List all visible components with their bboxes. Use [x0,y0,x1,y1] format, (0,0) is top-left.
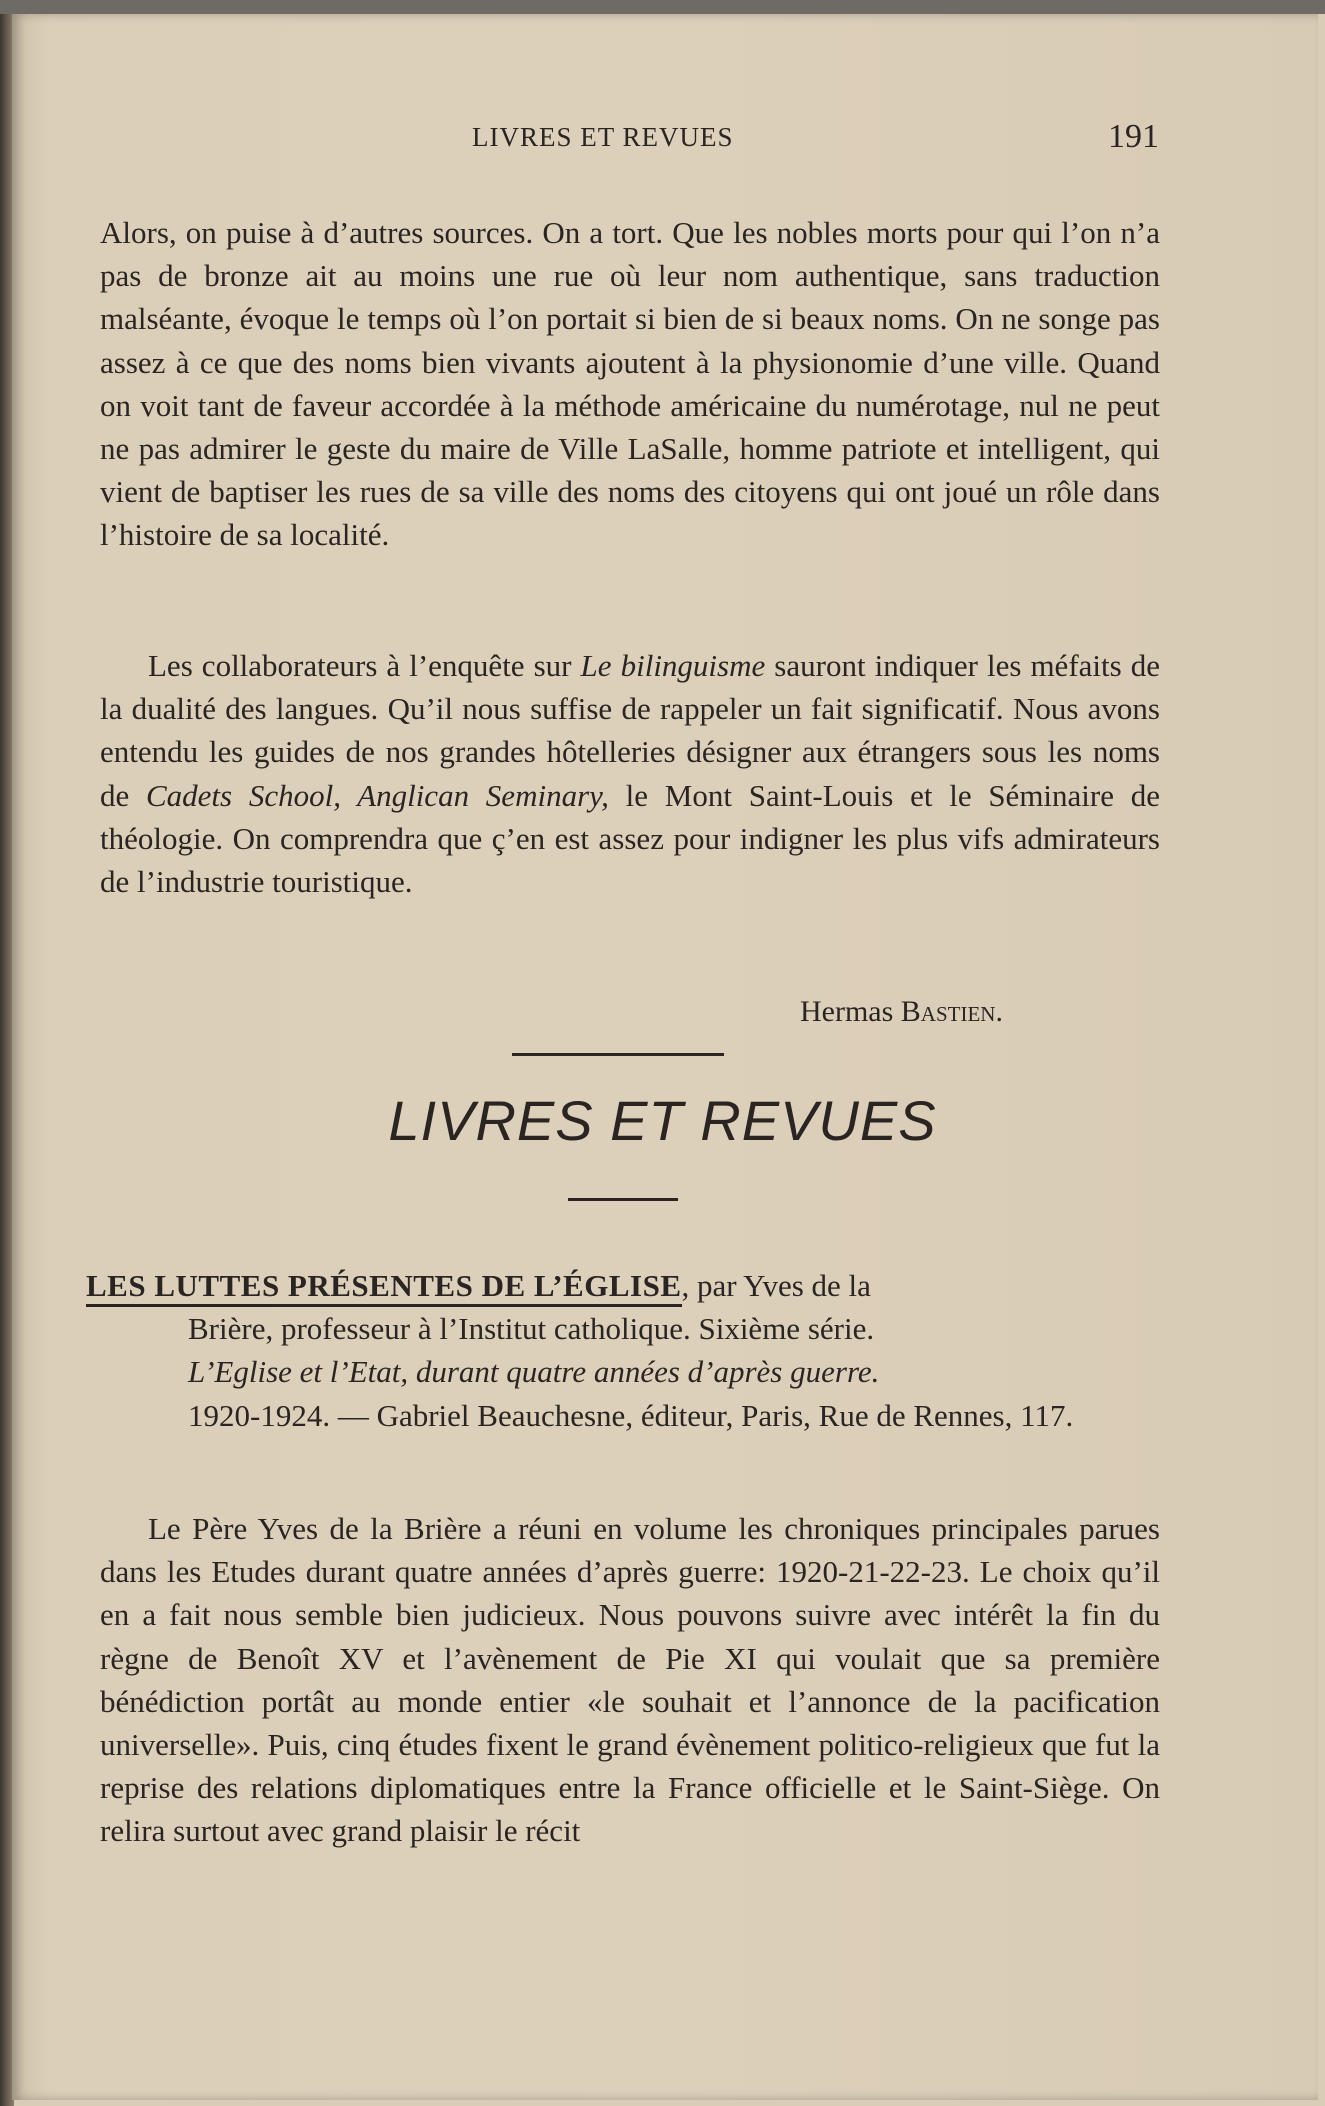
running-head: LIVRES ET REVUES [472,122,734,152]
paragraph-2-part-e: le Mont Saint-Louis et le Séminaire de théologie. On comprendra que ç’en est assez pour indigner les plus vifs admirateurs de l’industrie touristique. [100,777,1160,900]
book-entry-subtitle-text: L’Eglise et l’Etat, durant quatre années d’après guerre. [188,1354,880,1390]
paragraph-2-part-c: sauront indiquer les méfaits de la dualité des langues. Qu’il nous suffise de rappeler un fait significatif. Nous avons entendu les guides de nos grandes hôtelleries désigner aux étrangers sous les noms de [100,648,1160,813]
book-entry-title: LES LUTTES PRÉSENTES DE L’ÉGLISE [86,1268,682,1307]
book-entry-subtitle [188,1350,1148,1393]
book-entry-author-start: , par Yves de la [681,1268,871,1303]
paragraph-1: Alors, on puise à d’autres sources. On a tort. Que les nobles morts pour qui l’on n’a pas de bronze ait au moins une rue où leur nom authentique, sans traduction malséante, évoque le temps où l’on portait si bien de si beaux noms. On ne songe pas assez à ce que des noms bien vivants ajoutent à la physionomie d’une ville. Quand on voit tant de faveur accordée à la méthode américaine du numérotage, nul ne peut ne pas admirer le geste du maire de Ville LaSalle, homme patriote et intelligent, qui vient de baptiser les rues de sa ville des noms des citoyens qui ont joué un rôle dans l’histoire de sa localité. [100,215,1160,553]
signature-first-name: Hermas [800,995,894,1028]
section-title: LIVRES ET REVUES [388,1089,937,1152]
paragraph-2-italic-names: Cadets School, Anglican Seminary, [146,777,609,813]
paragraph-2 [100,644,1160,903]
scan-border [0,0,1325,14]
paragraph-2-italic-title: Le bilinguisme [580,648,766,683]
book-entry-heading [86,1264,1148,1307]
book-entry-details [86,1307,1148,1437]
page-number: 191 [1108,118,1159,155]
section-divider-top [512,1053,724,1056]
paragraph-2-part-a: Les collaborateurs à l’enquête sur [148,648,581,683]
review-paragraph: Le Père Yves de la Brière a réuni en volume les chroniques principales parues dans les Etudes durant quatre années d’après guerre: 1920-21-22-23. Le choix qu’il en a fait nous semble bien judicieux. Nous pouvons suivre avec intérêt la fin du règne de Benoît XV et l’avènement de Pie XI qui voulait que sa première bénédiction portât au monde entier «le souhait et l’annonce de la pacification universelle». Puis, cinq études fixent le grand évènement politico-religieux que fut la reprise des relations diplomatiques entre la France officielle et le Saint-Siège. On relira surtout avec grand plaisir le récit [100,1511,1160,1849]
page-header [0,118,1325,158]
section-divider-bottom [568,1198,678,1201]
book-entry [86,1264,1148,1437]
signature-last-name: Bastien. [900,995,1003,1028]
book-entry-line-2: Brière, professeur à l’Institut catholique. Sixième série. [188,1311,875,1347]
author-signature [800,995,1003,1029]
book-entry-publisher: 1920-1924. — Gabriel Beauchesne, éditeur, Paris, Rue de Rennes, 117. [188,1397,1074,1433]
